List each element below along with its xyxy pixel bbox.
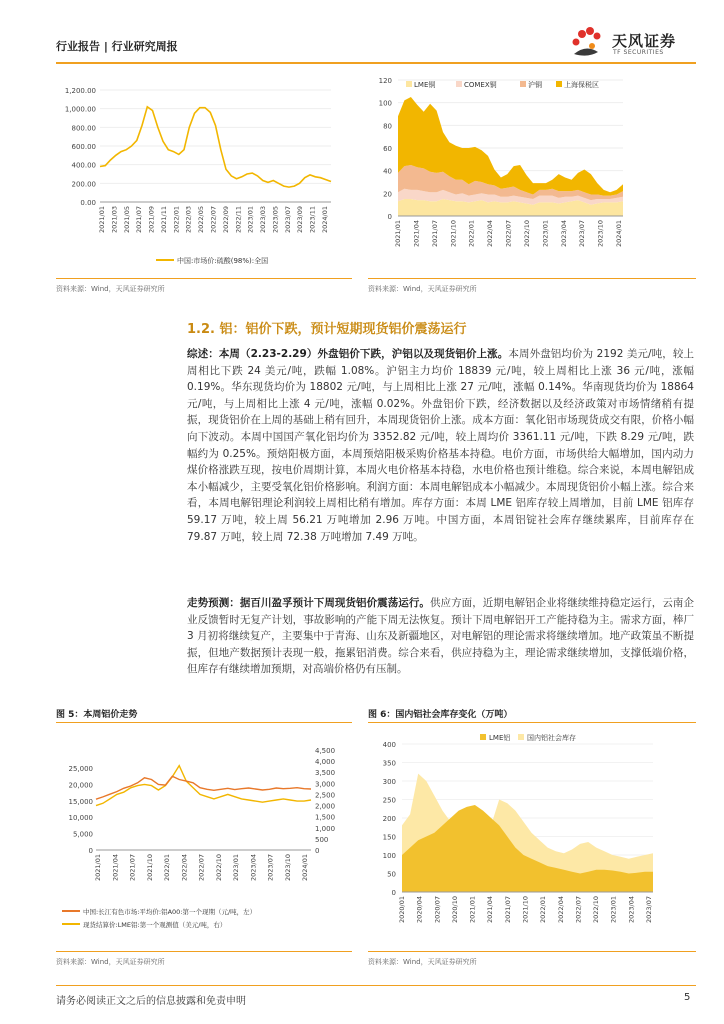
legend-swatch (456, 81, 462, 87)
x-tick-label: 2021/10 (449, 220, 458, 248)
x-tick-label: 2022/01 (539, 896, 548, 924)
x-tick-label: 2021/04 (486, 896, 495, 924)
y-tick-label: 4,500 (315, 747, 336, 755)
y-tick-label: 120 (378, 77, 392, 85)
x-tick-label: 2022/10 (214, 854, 223, 882)
logo-flower-icon (568, 24, 612, 64)
x-tick-label: 2023/10 (596, 219, 605, 248)
summary-body: 本周外盘铝均价为 2192 美元/吨，较上周相比下跌 24 美元/吨，跌幅 1.08%。沪铝主力均价 18839 元/吨，较上周相比上涨 36 元/吨，涨幅 0.19%。华东现货均价为 18802 元/吨，与上周相比上涨 27 元/吨，涨幅 0.14%。华南现货均价为 18864 元/吨，与上周相比上涨 4 元/吨，涨幅 0.02%。外盘铝价下跌，经济数据以及经济政策对市场情绪稍有提振，现货铝价在上周的基础上稍有回升，本周现货铝价上涨。成本方面：氧化铝市场现货成交有限，价格小幅向下波动。本周中国国产氧化铝均价为 3352.82 元/吨，较上周均价 3361.11 元/吨，下跌 8.29 元/吨，跌幅约为 0.25%。预焙阳极方面，本周预焙阳极采购价格基本持稳。电价方面，市场供给大幅增加，国内动力煤价格涨跌互现，按电价周期计算，本周火电价格基本持稳，水电价格也预计维稳。综合来说，本周电解铝成本小幅减少，主要受氧化铝价格影响。利润方面：本周电解铝成本小幅减少。本周现货铝价小幅上涨。综合来看，本周电解铝理论利润较上周相比稍有增加。库存方面：本周 LME 铝库存较上周增加，目前 LME 铝库存 59.17 万吨，较上周 56.21 万吨增加 2.96 万吨。中国方面，本周铝锭社会库存继续累库，目前库存在 79.87 万吨，较上周 72.38 万吨增加 7.49 万吨。 (187, 348, 694, 543)
legend-label: 现货结算价:LME铝:第一个观测值（美元/吨，右） (83, 921, 227, 929)
figure-6-title: 图 6：国内铝社会库存变化（万吨） (368, 710, 513, 720)
x-tick-label: 2022/07 (504, 220, 513, 248)
x-tick-label: 2022/09 (221, 206, 230, 234)
x-tick-label: 2021/03 (110, 206, 119, 234)
x-tick-label: 2021/01 (98, 206, 106, 234)
x-tick-label: 2020/07 (433, 896, 442, 924)
x-tick-label: 2022/04 (556, 896, 565, 924)
x-tick-label: 2023/07 (578, 220, 587, 248)
series-line (100, 107, 331, 187)
x-tick-label: 2022/07 (574, 896, 583, 924)
y-tick-label: 0 (88, 847, 93, 855)
chart-top-left (56, 72, 356, 272)
y-tick-label: 400 (382, 741, 396, 749)
x-tick-label: 2021/10 (145, 854, 154, 882)
x-tick-label: 2024/01 (321, 206, 329, 234)
x-tick-label: 2022/05 (197, 206, 206, 234)
y-tick-label: 200 (382, 815, 396, 823)
legend-label: LME铜 (414, 81, 436, 89)
fig-divider (368, 722, 696, 723)
x-tick-label: 2023/01 (232, 854, 240, 882)
y-tick-label: 1,200.00 (64, 87, 96, 95)
y-tick-label: 600.00 (71, 143, 96, 151)
chart-top-right (368, 72, 698, 272)
y-tick-label: 0 (391, 889, 396, 897)
y-tick-label: 20,000 (68, 781, 93, 790)
logo-text: 天风证券 (612, 32, 677, 50)
report-type: 行业报告 | 行业研究周报 (56, 40, 178, 53)
y-tick-label: 3,500 (315, 769, 336, 778)
header-divider (56, 62, 696, 64)
section-title: 1.2. 铝：铝价下跌，预计短期现货铝价震荡运行 (187, 322, 467, 337)
figure-source: 资料来源：Wind，天风证券研究所 (56, 958, 165, 966)
x-tick-label: 2024/01 (301, 854, 309, 882)
fig-divider (368, 951, 696, 952)
x-tick-label: 2023/07 (283, 205, 292, 234)
x-tick-label: 2021/04 (412, 220, 421, 248)
x-tick-label: 2022/01 (467, 220, 476, 248)
y-tick-label: 100 (378, 99, 392, 108)
y-tick-label: 0 (315, 847, 320, 855)
chart-fig5 (56, 726, 356, 930)
x-tick-label: 2023/03 (259, 206, 268, 234)
y-tick-label: 10,000 (68, 814, 93, 823)
legend-label: COMEX铜 (464, 81, 497, 89)
y-tick-label: 1,000 (315, 824, 336, 833)
x-tick-label: 2021/07 (503, 896, 512, 924)
figure-source: 资料来源：Wind，天风证券研究所 (368, 285, 477, 293)
y-tick-label: 60 (383, 145, 392, 153)
legend-swatch (520, 81, 526, 87)
forecast-paragraph (187, 595, 694, 678)
legend-label: 中国:市场价:硫酸(98%):全国 (177, 257, 269, 265)
x-tick-label: 2024/01 (615, 220, 623, 248)
y-tick-label: 350 (382, 759, 396, 768)
legend-label: 中国:长江有色市场:平均价:铝A00:第一个现期（元/吨，左） (83, 908, 257, 916)
y-tick-label: 0.00 (80, 199, 96, 207)
x-tick-label: 2023/04 (627, 896, 636, 924)
forecast-lead: 走势预测：据百川盈孚预计下周现货铝价震荡运行。 (187, 597, 430, 609)
legend-swatch (556, 81, 562, 87)
x-tick-label: 2022/01 (172, 206, 181, 234)
y-tick-label: 4,000 (315, 758, 336, 767)
figure-source: 资料来源：Wind，天风证券研究所 (368, 958, 477, 966)
x-tick-label: 2022/07 (197, 854, 206, 882)
legend-swatch (480, 734, 486, 740)
x-tick-label: 2023/01 (609, 896, 618, 924)
x-tick-label: 2023/05 (271, 206, 280, 234)
fig-divider (56, 722, 352, 723)
y-tick-label: 100 (382, 852, 396, 860)
y-tick-label: 250 (382, 796, 396, 805)
y-tick-label: 150 (382, 833, 396, 842)
fig-divider (56, 951, 352, 952)
y-tick-label: 25,000 (68, 765, 93, 773)
x-tick-label: 2023/07 (266, 854, 275, 882)
x-tick-label: 2020/01 (398, 896, 406, 924)
fig-divider (368, 278, 696, 279)
series-line-lme (96, 766, 311, 806)
x-tick-label: 2021/01 (94, 854, 102, 882)
y-tick-label: 2,000 (315, 802, 336, 811)
x-tick-label: 2021/01 (394, 220, 402, 248)
x-tick-label: 2023/01 (246, 206, 255, 234)
y-tick-label: 15,000 (68, 797, 93, 806)
figure-source: 资料来源：Wind，天风证券研究所 (56, 285, 165, 293)
fig-divider (56, 278, 352, 279)
y-tick-label: 5,000 (72, 830, 93, 839)
x-tick-label: 2023/07 (645, 896, 653, 924)
y-tick-label: 1,000.00 (64, 105, 96, 114)
chart-fig6 (368, 726, 698, 948)
logo-subtext: TF SECURITIES (613, 49, 664, 56)
x-tick-label: 2020/10 (450, 896, 459, 924)
y-tick-label: 500 (315, 835, 329, 844)
x-tick-label: 2021/01 (468, 896, 477, 924)
y-tick-label: 300 (382, 778, 396, 786)
x-tick-label: 2021/05 (122, 206, 131, 234)
legend-swatch (406, 81, 412, 87)
x-tick-label: 2021/04 (111, 854, 120, 882)
x-tick-label: 2023/01 (541, 220, 550, 248)
footer-divider (56, 985, 696, 986)
y-tick-label: 200.00 (71, 180, 96, 189)
legend-label: 国内铝社会库存 (527, 734, 576, 742)
y-tick-label: 400.00 (71, 161, 96, 170)
x-tick-label: 2021/10 (521, 896, 530, 924)
figure-5-title: 图 5：本周铝价走势 (56, 710, 138, 720)
x-tick-label: 2020/04 (415, 896, 424, 924)
y-tick-label: 80 (383, 122, 392, 131)
x-tick-label: 2023/10 (283, 854, 292, 882)
y-tick-label: 40 (383, 167, 392, 176)
x-tick-label: 2021/11 (159, 206, 168, 234)
x-tick-label: 2022/04 (486, 220, 495, 248)
y-tick-label: 20 (383, 190, 392, 199)
x-tick-label: 2022/11 (234, 206, 243, 234)
y-tick-label: 1,500 (315, 813, 336, 822)
y-tick-label: 800.00 (71, 124, 96, 133)
y-tick-label: 0 (387, 213, 392, 221)
x-tick-label: 2021/07 (128, 854, 137, 882)
x-tick-label: 2022/10 (592, 896, 601, 924)
y-tick-label: 50 (387, 870, 396, 879)
x-tick-label: 2021/07 (430, 220, 439, 248)
x-tick-label: 2021/07 (135, 206, 144, 234)
page-number: 5 (684, 992, 691, 1003)
x-tick-label: 2022/03 (184, 206, 193, 234)
legend-label: 上海保税区 (564, 81, 599, 89)
x-tick-label: 2023/09 (296, 206, 305, 234)
y-tick-label: 2,500 (315, 791, 336, 800)
x-tick-label: 2022/04 (180, 854, 189, 882)
summary-paragraph (187, 346, 694, 545)
x-tick-label: 2023/11 (308, 206, 317, 234)
x-tick-label: 2023/04 (249, 854, 258, 882)
x-tick-label: 2022/01 (163, 854, 171, 882)
x-tick-label: 2022/10 (522, 220, 531, 248)
summary-lead: 综述：本周（2.23-2.29）外盘铝价下跌，沪铝以及现货铝价上涨。 (187, 348, 509, 360)
x-tick-label: 2021/09 (147, 206, 156, 234)
disclaimer-text: 请务必阅读正文之后的信息披露和免责申明 (56, 996, 246, 1007)
legend-label: 沪铜 (528, 81, 542, 89)
x-tick-label: 2023/04 (559, 220, 568, 248)
legend-label: LME铝 (489, 734, 511, 742)
x-tick-label: 2022/07 (209, 206, 218, 234)
legend-swatch (518, 734, 524, 740)
y-tick-label: 3,000 (315, 780, 336, 789)
forecast-body: 供应方面，近期电解铝企业将继续维持稳定运行，云南企业反馈暂时无复产计划，事故影响的产能下周无法恢复。预计下周电解铝开工产能持稳为主。需求方面，棒厂 3 月初将继续复产，主要集中于青海、山东及新疆地区，对电解铝的理论需求将继续增加。地产政策虽不断提振，但地产数据预计表现一般，拖累铝消费。综合来看，供应持稳为主，理论需求继续增加，支撑低端价格，但库存有继续增加预期，对高端价格仍有压制。 (187, 597, 694, 676)
